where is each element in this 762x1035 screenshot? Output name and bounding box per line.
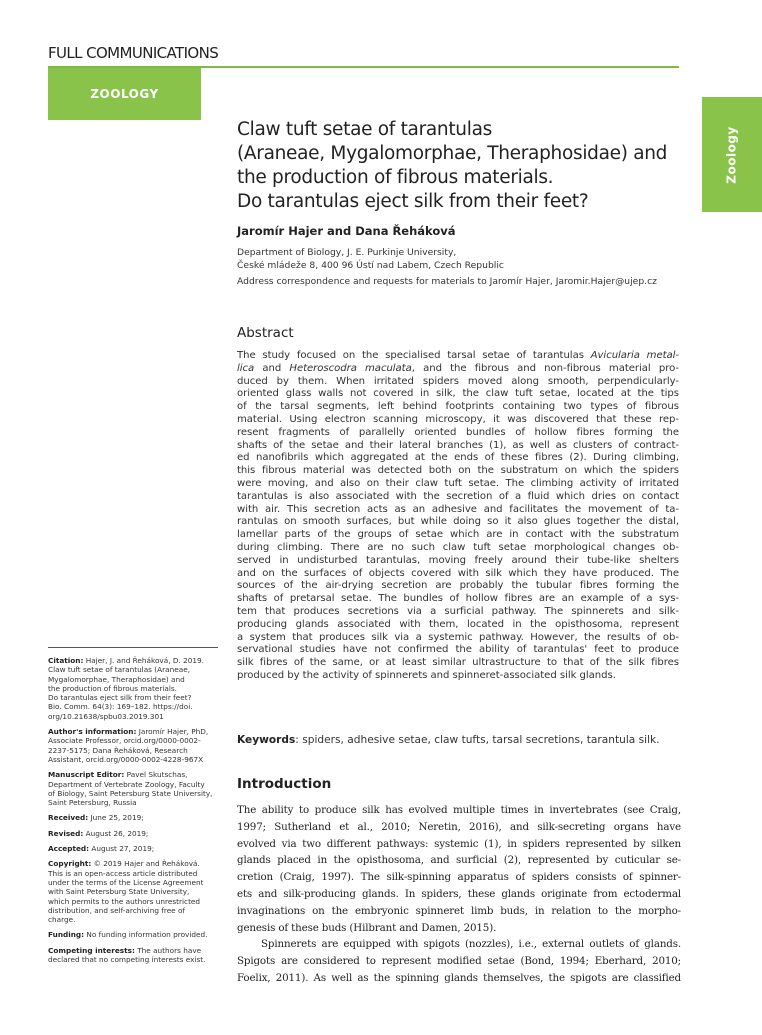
info-label: Revised:: [48, 828, 84, 838]
affiliation-line: České mládeže 8, 400 96 Ústí nad Labem, Czech Republic: [237, 260, 504, 271]
section-header: FULL COMMUNICATIONS: [48, 44, 219, 62]
info-text: Claw tuft setae of tarantulas (Araneae,: [48, 665, 191, 675]
introduction-line: cretion (Craig, 1997). The silk-spinning apparatus of spiders consists of spinner-: [237, 871, 681, 884]
abstract-line: [237, 504, 679, 517]
info-line: [48, 798, 220, 807]
info-text: which permits to the authors unrestricted: [48, 896, 201, 906]
info-line: [48, 878, 220, 887]
introduction-line: 1997; Sutherland et al., 2010; Neretin, 2016), and silk-secreting organs have: [237, 820, 681, 833]
abstract-text: material. Using electron scanning microscopy, it was discovered that these rep-: [237, 413, 679, 425]
info-line: [48, 684, 220, 693]
info-line: [48, 656, 220, 665]
info-text: Pavel Skutschas,: [124, 770, 188, 780]
info-label: Received:: [48, 813, 89, 823]
abstract-line: [237, 363, 679, 376]
abstract-text: shafts of the setae and their lateral branches (1), as well as clusters of contract-: [237, 439, 679, 451]
article-info-sidebar: [48, 656, 220, 970]
side-tab: [702, 97, 762, 212]
abstract-text: lamellar parts of the groups of setae which are in contact with the substratum: [237, 529, 679, 541]
species-name: lica: [237, 362, 255, 374]
info-block: [48, 770, 220, 807]
keywords-text: : spiders, adhesive setae, claw tufts, tarsal secretions, tarantula silk.: [295, 734, 660, 746]
introduction-line: Spinnerets are equipped with spigots (nozzles), i.e., external outlets of glands.: [261, 938, 681, 951]
abstract-line: [237, 529, 679, 542]
title-line: the production of fibrous materials.: [237, 167, 554, 188]
info-line: [48, 844, 220, 853]
info-text: under the terms of the License Agreement: [48, 877, 204, 887]
abstract-body: [237, 350, 679, 683]
abstract-text: shafts of pretarsal setae. The bundles of hollow fibres are an example of a sys-: [237, 593, 679, 605]
abstract-text: producing glands associated with them, located in the opisthosoma, represent: [237, 618, 679, 630]
abstract-line: [237, 580, 679, 593]
title-line: Do tarantulas eject silk from their feet?: [237, 191, 589, 212]
info-line: [48, 665, 220, 674]
introduction-line: invaginations on the embryonic spinneret limb buds, in relation to the morpho-: [237, 904, 681, 917]
abstract-line: [237, 478, 679, 491]
info-label: Manuscript Editor:: [48, 770, 125, 780]
info-text: August 27, 2019;: [89, 844, 155, 854]
sidebar-rule: [48, 647, 218, 648]
introduction-line: Foelix, 2011). As well as the spinning glands themselves, the spigots are classified: [237, 971, 681, 984]
introduction-line: genesis of these buds (Hilbrant and Damen, 2015).: [237, 921, 497, 934]
info-line: [48, 789, 220, 798]
species-name: Heteroscodra maculata: [289, 362, 412, 374]
abstract-line: [237, 644, 679, 657]
info-label: Citation:: [48, 656, 84, 665]
abstract-text: were moving, and also on their claw tuft setae. The climbing activity of irritated: [237, 477, 679, 489]
info-line: [48, 829, 220, 838]
abstract-line: [237, 465, 679, 478]
info-text: Do tarantulas eject silk from their feet?: [48, 693, 192, 703]
info-text: Mygalomorphae, Theraphosidae) and: [48, 674, 185, 684]
abstract-line: [237, 350, 679, 363]
info-block: [48, 727, 220, 764]
info-block: [48, 829, 220, 838]
abstract-line: [237, 491, 679, 504]
abstract-text: ed nanofibrils which aggregated at the ends of these fibres (2). During climbing,: [237, 452, 679, 464]
info-label: Accepted:: [48, 844, 90, 854]
info-block: [48, 946, 220, 965]
abstract-line: [237, 376, 679, 389]
info-text: This is an open-access article distributed: [48, 868, 198, 878]
info-text: Hajer, J. and Řeháková, D. 2019.: [83, 656, 204, 665]
abstract-line: [237, 542, 679, 555]
abstract-line: [237, 670, 679, 683]
info-block: [48, 859, 220, 924]
abstract-text: produced by the activity of spinnerets and spinneret-associated silk glands.: [237, 669, 616, 681]
info-block: [48, 813, 220, 822]
info-text: © 2019 Hajer and Řeháková.: [91, 859, 200, 869]
abstract-text: served in undisturbed tarantulas, moving freely around their tube-like shelters: [237, 554, 679, 566]
article-title: [237, 118, 687, 214]
abstract-text: and on the surfaces of objects covered with silk which they have produced. The: [237, 567, 679, 579]
abstract-text: and: [254, 362, 290, 374]
introduction-body: [237, 802, 681, 987]
info-text: org/10.21638/spbu03.2019.301: [48, 711, 164, 721]
info-text: distribution, and self-archiving free of: [48, 905, 186, 915]
info-line: [48, 869, 220, 878]
info-text: The authors have: [134, 945, 202, 955]
info-block: [48, 844, 220, 853]
abstract-text: The study focused on the specialised tarsal setae of tarantulas: [237, 350, 591, 361]
affiliation-line: Department of Biology, J. E. Purkinje University,: [237, 247, 457, 258]
abstract-text: tarantulas is also associated with the secretion of a fluid which dries on contact: [237, 490, 679, 502]
info-line: [48, 727, 220, 736]
info-text: the production of fibrous materials.: [48, 683, 178, 693]
info-line: [48, 897, 220, 906]
info-block: [48, 656, 220, 721]
info-text: August 26, 2019;: [83, 828, 149, 838]
abstract-line: [237, 401, 679, 414]
info-line: [48, 693, 220, 702]
info-label: Author's information:: [48, 727, 137, 737]
info-line: [48, 736, 220, 745]
abstract-text: oriented glass walls not covered in silk, the claw tuft setae, located at the tips: [237, 388, 679, 400]
info-text: Saint Petersburg, Russia: [48, 798, 137, 808]
abstract-line: [237, 452, 679, 465]
abstract-text: sources of the air-drying secretion are probably the tubular fibres forming the: [237, 580, 679, 592]
info-line: [48, 955, 220, 964]
info-text: of Biology, Saint Petersburg State University,: [48, 788, 213, 798]
info-line: [48, 930, 220, 939]
info-label: Competing interests:: [48, 945, 135, 955]
abstract-line: [237, 516, 679, 529]
info-line: [48, 755, 220, 764]
abstract-line: [237, 619, 679, 632]
abstract-line: [237, 414, 679, 427]
title-line: (Araneae, Mygalomorphae, Theraphosidae) and: [237, 143, 668, 164]
abstract-line: [237, 440, 679, 453]
abstract-line: [237, 606, 679, 619]
info-label: Copyright:: [48, 859, 92, 869]
abstract-text: during climbing. There are no such claw tuft setae morphological changes ob-: [237, 541, 679, 553]
abstract-text: duced by them. When irritated spiders moved along smooth, perpendicularly-: [237, 375, 679, 387]
info-text: No funding information provided.: [84, 930, 208, 940]
info-text: Assistant, orcid.org/0000-0002-4228-967X: [48, 754, 204, 764]
abstract-text: this fibrous material was detected both on the substratum on which the spiders: [237, 465, 679, 477]
info-text: Jaromír Hajer, PhD,: [136, 727, 209, 737]
introduction-line: ets and silk-producing glands. In spiders, these glands originate from ectodermal: [237, 887, 681, 900]
info-line: [48, 915, 220, 924]
info-line: [48, 746, 220, 755]
abstract-text: with air. This secretion acts as an adhesive and facilitates the movement of ta-: [237, 503, 679, 515]
keywords-label: Keywords: [237, 734, 296, 746]
info-text: 2237-5175; Dana Řeháková, Research: [48, 745, 188, 755]
section-badge: ZOOLOGY: [48, 68, 201, 120]
correspondence: Address correspondence and requests for materials to Jaromír Hajer, Jaromir.Hajer@ujep.cz: [237, 276, 657, 287]
affiliation: [237, 246, 504, 272]
info-line: [48, 887, 220, 896]
info-line: [48, 770, 220, 779]
info-text: Bio. Comm. 64(3): 169–182. https://doi.: [48, 702, 193, 712]
abstract-line: [237, 593, 679, 606]
abstract-text: servational studies have not confirmed the ability of tarantulas' feet to produce: [237, 644, 679, 656]
info-text: with Saint Petersburg State University,: [48, 887, 190, 897]
abstract-text: silk fibres of the same, or at least similar ultrastructure to that of the silk fibres: [237, 657, 679, 669]
info-text: declared that no competing interests exist.: [48, 955, 206, 965]
abstract-line: [237, 388, 679, 401]
abstract-line: [237, 657, 679, 670]
authors: Jaromír Hajer and Dana Řeháková: [237, 224, 456, 238]
abstract-heading: Abstract: [237, 325, 294, 341]
info-text: June 25, 2019;: [88, 813, 144, 823]
abstract-text: rantulas on smooth surfaces, but while doing so it also glues together the distal,: [237, 516, 679, 528]
abstract-text: resent fragments of parallelly oriented bundles of hollow fibres forming the: [237, 426, 679, 438]
abstract-text: , and the fibrous and non-fibrous material pro-: [411, 362, 680, 374]
info-line: [48, 859, 220, 868]
info-block: [48, 930, 220, 939]
keywords: [237, 734, 660, 746]
info-text: Associate Professor, orcid.org/0000-0002-: [48, 736, 201, 746]
info-text: Department of Vertebrate Zoology, Faculty: [48, 779, 205, 789]
info-line: [48, 675, 220, 684]
introduction-line: glands placed in the opisthosoma, and surficial (2), represented by cuticular se-: [237, 854, 681, 867]
introduction-heading: Introduction: [237, 776, 332, 792]
info-line: [48, 780, 220, 789]
abstract-line: [237, 555, 679, 568]
species-name: Avicularia metal-: [590, 350, 679, 361]
info-label: Funding:: [48, 930, 85, 940]
introduction-line: evolved via two different pathways: systemic (1), in spiders represented by silken: [237, 837, 681, 850]
info-line: [48, 906, 220, 915]
info-line: [48, 702, 220, 711]
abstract-text: tem that produces secretions via a surficial pathway. The spinnerets and silk-: [237, 605, 679, 617]
abstract-line: [237, 427, 679, 440]
info-line: [48, 712, 220, 721]
introduction-line: Spigots are considered to represent modified setae (Bond, 1994; Eberhard, 2010;: [237, 955, 681, 968]
title-line: Claw tuft setae of tarantulas: [237, 119, 492, 140]
info-line: [48, 946, 220, 955]
abstract-line: [237, 568, 679, 581]
introduction-line: The ability to produce silk has evolved multiple times in invertebrates (see Craig,: [237, 804, 681, 816]
abstract-text: of the tarsal segments, left behind footprints containing two types of fibrous: [237, 401, 679, 413]
abstract-text: a system that produces silk via a systemic pathway. However, the results of ob-: [237, 631, 679, 643]
abstract-line: [237, 632, 679, 645]
info-line: [48, 813, 220, 822]
info-text: charge.: [48, 915, 76, 925]
side-tab-label: Zoology: [725, 125, 739, 184]
